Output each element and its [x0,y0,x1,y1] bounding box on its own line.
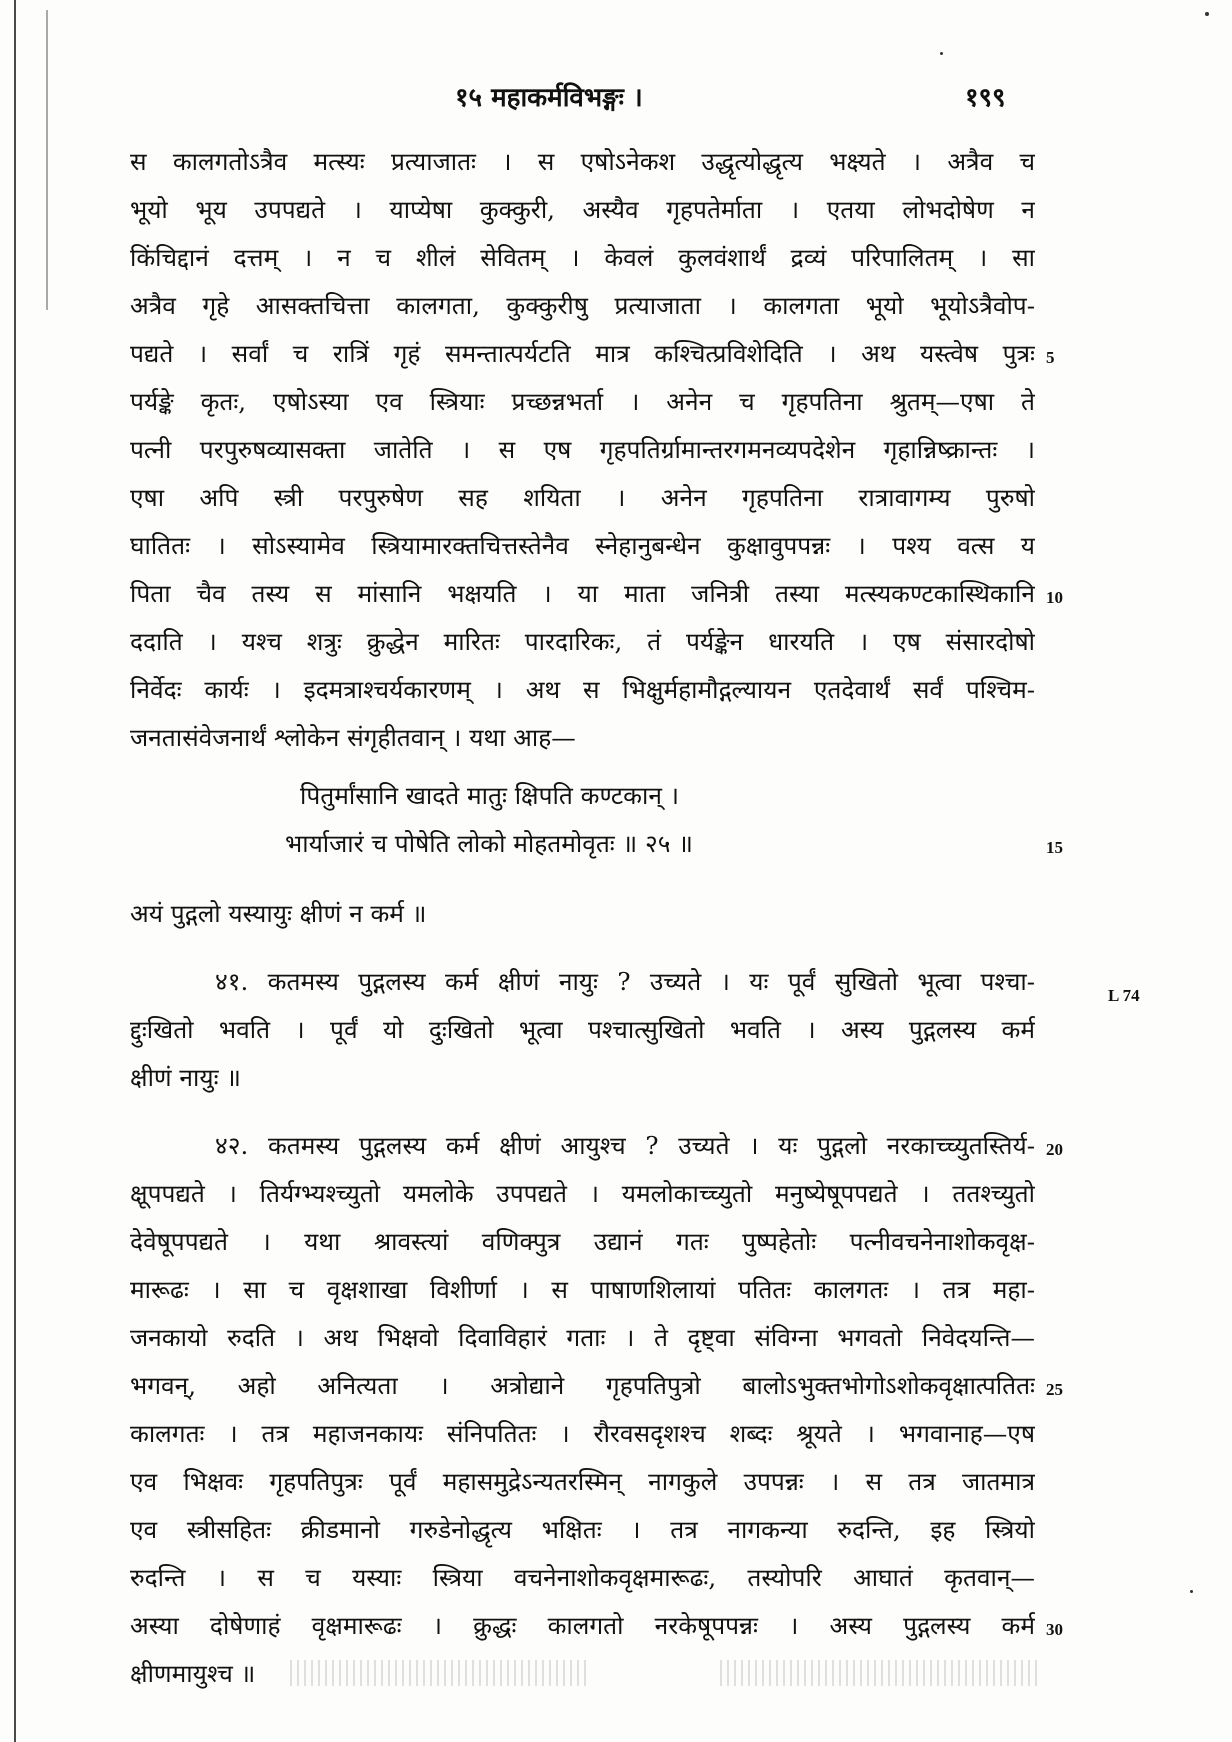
text-line: जनतासंवेजनार्थं श्लोकेन संगृहीतवान् । यथा आह— [130,723,576,752]
scan-noise [290,1660,590,1686]
text-line: ४२. कतमस्य पुद्गलस्य कर्म क्षीणं आयुश्च ? उच्यते । यः पुद्गलो नरकाच्च्युतस्तिर्य- [215,1131,1035,1160]
text-line: पत्नी परपुरुषव्यासक्ता जातेति । स एष गृहपतिर्ग्रामान्तरगमनव्यपदेशेन गृहान्निष्क्रान्तः । [130,435,1035,464]
text-line: अयं पुद्गलो यस्यायुः क्षीणं न कर्म ॥ [130,899,427,928]
text-line: एव स्त्रीसहितः क्रीडमानो गरुडेनोद्धृत्य भक्षितः । तत्र नागकन्या रुदन्ति, इह स्त्रियो [130,1515,1035,1544]
text-line: भूयो भूय उपपद्यते । याप्येषा कुक्कुरी, अस्यैव गृहपतेर्माता । एतया लोभदोषेण न [130,195,1035,224]
text-line: किंचिद्दानं दत्तम् । न च शीलं सेवितम् । केवलं कुलवंशार्थं द्रव्यं परिपालितम् । सा [130,243,1035,272]
scan-edge-line [14,0,16,1742]
text-line: पर्यङ्के कृतः, एषोऽस्या एव स्त्रियाः प्रच्छन्नभर्ता । अनेन च गृहपतिना श्रुतम्—एषा ते [130,387,1035,416]
text-line: एव भिक्षवः गृहपतिपुत्रः पूर्वं महासमुद्रेऽन्यतरस्मिन् नागकुले उपपन्नः । स तत्र जातमात्र [130,1467,1035,1496]
text-line: घातितः । सोऽस्यामेव स्त्रियामारक्तचित्तस्तेनैव स्नेहानुबन्धेन कुक्षावुपपन्नः । पश्य वत्स य [130,531,1035,560]
text-line: रुदन्ति । स च यस्याः स्त्रिया वचनेनाशोकवृक्षमारूढः, तस्योपरि आघातं कृतवान्— [130,1563,1035,1592]
text-line: ददाति । यश्च शत्रुः क्रुद्धेन मारितः पारदारिकः, तं पर्यङ्केन धारयति । एष संसारदोषो [130,627,1035,656]
scan-speck [940,52,943,55]
line-number: 20 [1046,1140,1063,1159]
margin-reference: L 74 [1108,986,1140,1005]
text-line: देवेषूपपद्यते । यथा श्रावस्त्यां वणिक्पुत्र उद्यानं गतः पुष्पहेतोः पत्नीवचनेनाशोकवृक्ष- [130,1227,1035,1256]
text-line: द्दुःखितो भवति । पूर्वं यो दुःखितो भूत्वा पश्चात्सुखितो भवति । अस्य पुद्गलस्य कर्म [130,1015,1035,1044]
text-line: पिता चैव तस्य स मांसानि भक्षयति । या माता जनित्री तस्या मत्स्यकण्टकास्थिकानि [130,579,1035,608]
text-line: जनकायो रुदति । अथ भिक्षवो दिवाविहारं गताः । ते दृष्ट्वा संविग्ना भगवतो निवेदयन्ति— [130,1323,1035,1352]
text-line: स कालगतोऽत्रैव मत्स्यः प्रत्याजातः । स एषोऽनेकश उद्धृत्योद्धृत्य भक्ष्यते । अत्रैव च [130,147,1035,176]
line-number: 5 [1046,348,1055,367]
running-head: १५ महाकर्मविभङ्गः । [455,83,643,113]
text-line: क्षूपपद्यते । तिर्यग्भ्यश्च्युतो यमलोके उपपद्यते । यमलोकाच्च्युतो मनुष्येषूपपद्यते । ततश्च्युतो [130,1179,1035,1208]
text-line: भगवन्, अहो अनित्यता । अत्रोद्याने गृहपतिपुत्रो बालोऽभुक्तभोगोऽशोकवृक्षात्पतितः [130,1371,1035,1400]
text-line: कालगतः । तत्र महाजनकायः संनिपतितः । रौरवसदृशश्च शब्दः श्रूयते । भगवानाह—एष [130,1419,1035,1448]
text-line: ४१. कतमस्य पुद्गलस्य कर्म क्षीणं नायुः ? उच्यते । यः पूर्वं सुखितो भूत्वा पश्चा- [215,967,1035,996]
text-line: पद्यते । सर्वां च रात्रिं गृहं समन्तात्पर्यटति मात्र कश्चित्प्रविशेदिति । अथ यस्त्वेष पुत्रः [130,339,1035,368]
line-number: 25 [1046,1380,1063,1399]
verse-line: भार्याजारं च पोषेति लोको मोहतमोवृतः ॥ २५ ॥ [285,829,693,858]
text-line: एषा अपि स्त्री परपुरुषेण सह शयिता । अनेन गृहपतिना रात्रावागम्य पुरुषो [130,483,1035,512]
scan-noise [720,1660,1040,1686]
text-line: अत्रैव गृहे आसक्तचित्ता कालगता, कुक्कुरीषु प्रत्याजाता । कालगता भूयो भूयोऽत्रैवोप- [130,291,1035,320]
line-number: 15 [1046,838,1063,857]
line-number: 30 [1046,1620,1063,1639]
text-line: क्षीणमायुश्च ॥ [130,1659,256,1688]
scan-speck [1205,12,1209,16]
scan-edge-line-faint [46,10,48,310]
text-line: अस्या दोषेणाहं वृक्षमारूढः । क्रुद्धः कालगतो नरकेषूपपन्नः । अस्य पुद्गलस्य कर्म [130,1611,1035,1640]
text-line: निर्वेदः कार्यः । इदमत्राश्चर्यकारणम् । अथ स भिक्षुर्महामौद्गल्यायन एतदेवार्थं सर्वं पश्चिम- [130,675,1035,704]
scan-speck [1190,1590,1193,1593]
line-number: 10 [1046,588,1063,607]
page-number: १९९ [965,83,1006,113]
text-line: मारूढः । सा च वृक्षशाखा विशीर्णा । स पाषाणशिलायां पतितः कालगतः । तत्र महा- [130,1275,1035,1304]
verse-line: पितुर्मांसानि खादते मातुः क्षिपति कण्टकान् । [300,781,679,810]
text-line: क्षीणं नायुः ॥ [130,1063,241,1092]
